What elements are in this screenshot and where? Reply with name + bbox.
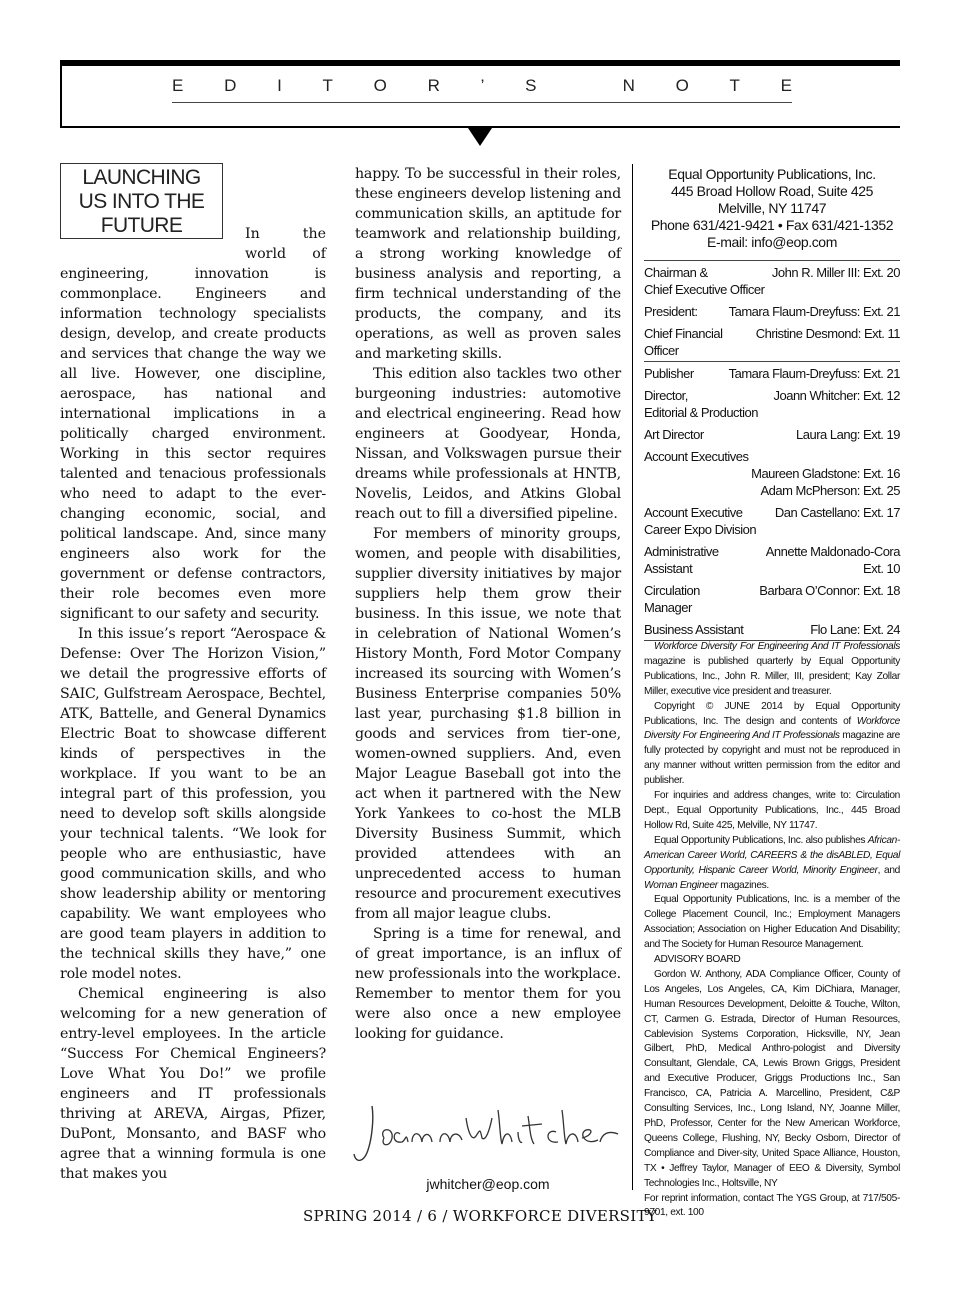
article-paragraph: For members of minority groups, women, and people with disabilities, supplier diversity initiatives by major suppliers help them grow their business. In this issue, we note that in celebration of National Women’s History Month, Ford Motor Company increased its sourcing with Women’s Business Enterprise companies 50% last year, purchasing $1.8 billion in goods and services from tier-one, women-owned suppliers. And, even Major League Baseball got into the act when it partnered with the New York Yankees to co-host the MLB Diversity Business Summit, which provided attendees with an unprecedented access to human resource and procurement executives from all major league clubs.: [355, 526, 621, 922]
staff-name: Joann Whitcher: Ext. 12: [773, 388, 900, 403]
title-letter: S: [525, 76, 537, 95]
fine-text: magazines.: [717, 879, 769, 891]
handwritten-signature: [350, 1098, 622, 1170]
fine-paragraph: [644, 700, 900, 789]
publisher-line: E-mail: info@eop.com: [707, 234, 837, 250]
staff-role: Assistant: [644, 561, 693, 576]
header-left-rule: [60, 60, 62, 128]
page-footer: SPRING 2014 / 6 / WORKFORCE DIVERSITY: [302, 1207, 657, 1225]
publisher-block: [644, 166, 900, 251]
article-paragraph: In this issue’s report “Aerospace & Defense: Over The Horizon Vision,” we detail the progressive efforts of SAIC, Gulfstream Aerospace, Bechtel, ATK, Battelle, and General Dynamics Electric Boat to showcase different kinds of perspectives in the workplace. If you want to be an integral part of this profession, you need to develop soft skills alongside your technical talents. “We look for people who are enthusiastic, have good communication skills, and who show leadership ability or mentoring capability. We want employees who are good team players in addition to the technical skills they have,” one role model notes.: [60, 626, 326, 982]
section-title: [172, 76, 792, 96]
staff-role: Account Executive: [644, 505, 743, 520]
staff-role: Director,: [644, 388, 688, 403]
staff-role: Circulation: [644, 583, 700, 598]
staff-row: [644, 264, 900, 281]
column-divider: [632, 164, 633, 1190]
staff-ext: Ext. 10: [863, 561, 900, 576]
article-paragraph: This edition also tackles two other burgeoning industries: automotive and electrical engineering. Read how engineers at Goodyear, Honda, Nissan, and Volkswagen pursue their dreams while professionals at HNTB, Novelis, Leidos, and Atkins Global reach out to fill a diversified pipeline.: [355, 366, 621, 522]
lead-word: In: [245, 226, 260, 242]
staff-role: Art Director: [644, 427, 704, 442]
staff-role: Chairman &: [644, 265, 708, 280]
lead-line: [245, 244, 326, 264]
staff-name: Flo Lane: Ext. 24: [810, 622, 900, 637]
header-top-bar: [60, 60, 900, 66]
staff-role: Officer: [644, 343, 679, 358]
headline-box: [60, 163, 223, 239]
title-letter: O: [373, 76, 387, 95]
staff-name: Tamara Flaum-Dreyfuss: Ext. 21: [728, 304, 900, 319]
editors-note-header: [60, 60, 900, 128]
headline-line: FUTURE: [100, 214, 183, 237]
staff-role: Business Assistant: [644, 622, 744, 637]
staff-row: [644, 621, 900, 638]
masthead-rule: [644, 361, 900, 362]
title-letter: T: [322, 76, 333, 95]
article-paragraph: engineering, innovation is commonplace. Engineers and information technology specialists design, develop, and create products and services that change the way we all live. However, one discipline, aerospace, has national and international implications in a politically charged environment. Working in this sector requires talented and tenacious professionals who need to adapt to the ever-changing economic, social, and political landscape. And, since many engineers also work for the government or defense contractors, their role becomes even more significant to our safety and security.: [60, 266, 326, 622]
staff-role: Publisher: [644, 366, 694, 381]
headline-line: US INTO THE: [78, 190, 205, 213]
magazine-title: Woman Engineer: [644, 879, 718, 891]
staff-row: [644, 582, 900, 599]
staff-name: Maureen Gladstone: Ext. 16: [751, 466, 900, 481]
title-letter: T: [729, 76, 740, 95]
staff-name: Tamara Flaum-Dreyfuss: Ext. 21: [728, 366, 900, 381]
fine-text: magazine are fully protected by copyright and must not be reproduced in any manner without written permission from the editor and publisher.: [644, 730, 900, 787]
staff-masthead: [644, 258, 900, 644]
staff-row: [644, 387, 900, 404]
staff-row: [644, 504, 900, 521]
fine-text: , and: [877, 864, 900, 876]
staff-role: Administrative: [644, 544, 719, 559]
lead-words: [245, 224, 326, 264]
staff-role: Manager: [644, 600, 692, 615]
lead-line: [245, 224, 326, 244]
staff-name: Annette Maldonado-Cora: [765, 544, 900, 559]
fine-text: Equal Opportunity Publications, Inc. also publishes: [654, 834, 868, 846]
title-letter: E: [172, 76, 184, 95]
staff-role: Editorial & Production: [644, 405, 759, 420]
staff-name: Christine Desmond: Ext. 11: [755, 326, 900, 341]
fine-text: magazine is published quarterly by Equal Opportunity Publications, Inc., John R. Miller, III, president; Kay Zollar Miller, executive vice president and treasurer.: [644, 655, 900, 697]
title-underline: [172, 102, 792, 103]
magazine-title: Workforce Diversity For Engineering And IT Professionals: [654, 641, 900, 652]
signature-email: jwhitcher@eop.com: [426, 1176, 550, 1192]
fine-paragraph: [644, 640, 900, 700]
fine-text: Copyright © JUNE 2014 by Equal Opportunity Publications, Inc. The design and contents of: [644, 700, 900, 727]
article-column-1: [60, 264, 326, 1184]
staff-row: [644, 325, 900, 342]
title-letter: D: [224, 76, 237, 95]
staff-name: Barbara O’Connor: Ext. 18: [759, 583, 900, 598]
title-letter: O: [675, 76, 689, 95]
article-paragraph: happy. To be successful in their roles, these engineers develop listening and communication skills, an aptitude for teamwork and relationship building, a strong working knowledge of business analysis and reporting, a firm technical understanding of the products, the company, and its operations, as well as proven sales and marketing skills.: [355, 166, 621, 362]
title-letter: N: [622, 76, 635, 95]
reprint-info: For reprint information, contact The YGS Group, at 717/505-9701, ext. 100: [644, 1192, 900, 1219]
staff-row: [644, 543, 900, 560]
title-letter: [577, 76, 582, 96]
masthead-rule: [644, 260, 900, 261]
staff-name: Laura Lang: Ext. 19: [796, 427, 900, 442]
advisory-board-list: Gordon W. Anthony, ADA Compliance Officer, County of Los Angeles, Los Angeles, CA, Kim DiChiara, Manager, Human Resources Development, Deloitte & Touche, Wilton, CT, Carmen G. Estrada, Director of Human Resources, Cablevision Systems Corporation, Hicksville, NY, Jean Gilbert, PhD, Medical Anthro-pologist and Diversity Consultant, Glendale, CA, Lewis Brown Griggs, President and Executive Producer, Griggs Productions Inc., San Francisco, CA, Patricia A. Marcellino, President, C&P Consulting Services, Inc., Long Island, NY, Joanne Miller, PhD, Professor, Center for the New American Workforce, Queens College, Flushing, NY, Becky Osborn, Director of Compliance and Diver-sity, United Space Alliance, Houston, TX • Jeffrey Taylor, Manager of EEO & Diversity, Symbol Technologies Inc., Holtsville, NY: [644, 968, 900, 1189]
title-letter: I: [277, 76, 282, 95]
staff-row: [644, 303, 900, 320]
title-letter: E: [780, 76, 792, 95]
fine-paragraph: For inquiries and address changes, write to: Circulation Dept., Equal Opportunity Publications, Inc., 445 Broad Hollow Rd, Suite 425, Melville, NY 11747.: [644, 790, 900, 831]
article-column-2: [355, 164, 621, 1044]
title-letter: ’: [480, 76, 485, 95]
lead-word: world: [245, 246, 287, 262]
staff-name: Dan Castellano: Ext. 17: [774, 505, 900, 520]
headline-line: LAUNCHING: [82, 166, 201, 189]
advisory-board-heading: ADVISORY BOARD: [654, 954, 741, 966]
magazine-titles: African-American Career World, CAREERS & the disABLED, Equal Opportunity, Hispanic Career World, Minority Engineer: [644, 834, 900, 876]
fine-paragraph: [644, 834, 900, 894]
down-triangle-icon: [468, 128, 492, 146]
staff-row: [644, 426, 900, 443]
staff-row: [644, 365, 900, 382]
title-letter: R: [427, 76, 440, 95]
fine-paragraph: Equal Opportunity Publications, Inc. is a member of the College Placement Council, Inc.; Employment Managers Association; Association on Higher Education And Disability; and The Society for Human Resource Management.: [644, 894, 900, 951]
article-paragraph: Chemical engineering is also welcoming for a new generation of entry-level employees. In the article “Success For Chemical Engineers? Love What You Do!” we profile engineers and IT professionals thriving at AREVA, Airgas, Pfizer, DuPont, Monsanto, and BASF who agree that a winning formula is one that makes you: [60, 986, 326, 1182]
staff-role: Chief Financial: [644, 326, 723, 341]
lead-word: the: [302, 226, 326, 242]
article-paragraph: Spring is a time for renewal, and of great importance, is an influx of new professionals into the workplace. Remember to mentor them for you were also once a new employee looking for guidance.: [355, 926, 621, 1042]
staff-name: Adam McPherson: Ext. 25: [760, 483, 900, 498]
staff-name: John R. Miller III: Ext. 20: [771, 265, 900, 280]
fine-print: [644, 640, 900, 1221]
publisher-line: Equal Opportunity Publications, Inc.: [668, 166, 876, 182]
publisher-line: Phone 631/421-9421 • Fax 631/421-1352: [650, 217, 894, 233]
lead-word: of: [312, 246, 326, 262]
staff-role: Account Executives: [644, 449, 749, 464]
magazine-title: Workforce Diversity For Engineering And IT Professionals: [644, 715, 900, 742]
staff-role: President:: [644, 304, 698, 319]
staff-row: [644, 560, 900, 577]
publisher-line: Melville, NY 11747: [717, 200, 827, 216]
staff-role: Chief Executive Officer: [644, 282, 765, 297]
publisher-line: 445 Broad Hollow Road, Suite 425: [670, 183, 873, 199]
staff-role: Career Expo Division: [644, 522, 757, 537]
